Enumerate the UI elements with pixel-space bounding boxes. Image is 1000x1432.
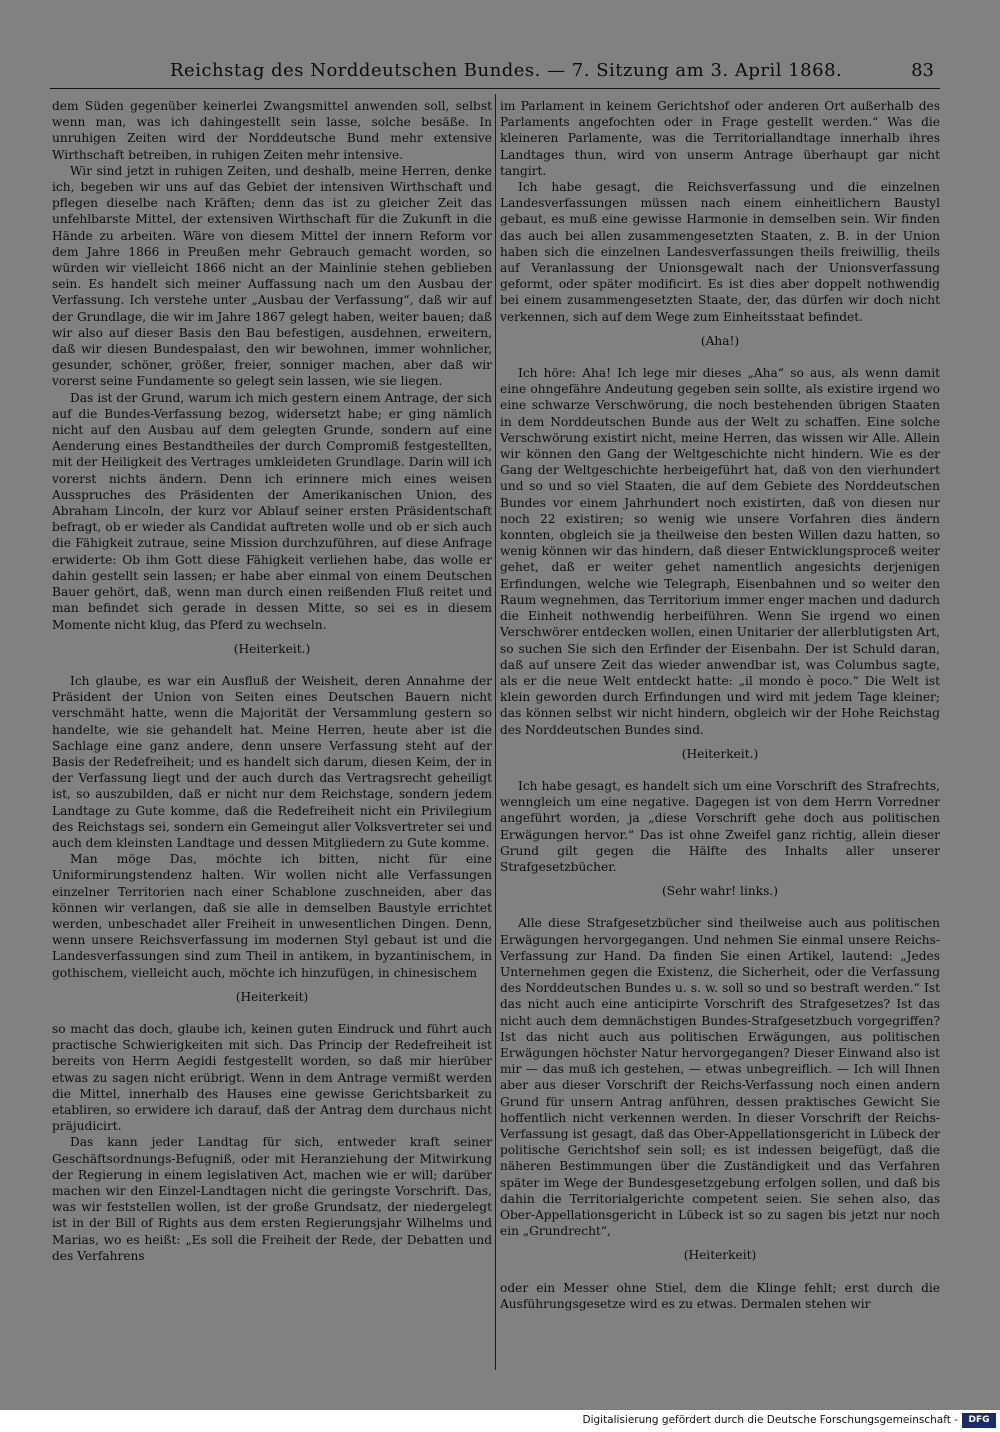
- interjection: (Sehr wahr! links.): [662, 884, 778, 899]
- paragraph: Alle diese Strafgesetzbücher sind theilweise auch aus politischen Erwägungen hervorgegangen. Und nehmen Sie einmal unsere Reichs-Verfassung zur Hand. Da finden Sie einen Artikel, lautend: „Jedes Unternehmen gegen die Existenz, die Sicherheit, oder die Verfassung des Norddeutschen Bundes u. s. w. soll so und so bestraft werden.“ Ist das nicht auch eine anticipirte Vorschrift des Strafgesetzes? Ist das nicht auch dem demnächstigen Bundes-Strafgesetzbuch vorgegriffen? Ist das nicht auch aus politischen Erwägungen, aus politischen Erwägungen höchster Natur hervorgegangen? Dieser Einwand also ist mir — das muß ich gestehen, — etwas unbegreiflich. — Ich will Ihnen aber aus dieser Vorschrift der Reichs-Verfassung noch einen andern Grund für unsern Antrag anführen, dessen praktisches Gewicht Sie hoffentlich nicht verkennen werden. In dieser Vorschrift der Reichs-Verfassung ist gesagt, daß das Ober-Appellationsgericht in Lübeck der politische Gerichtshof sein soll; es ist indessen beigefügt, daß die näheren Bestimmungen über die Zuständigkeit und das Verfahren später im Wege der Bundesgesetzgebung erfolgen sollen, und daß bis dahin die Territorialgerichte competent seien. Sie sehen also, das Ober-Appellationsgericht in Lübeck ist so zu sagen bis jetzt nur noch ein „Grundrecht“,: [500, 916, 940, 1239]
- paragraph: so macht das doch, glaube ich, keinen guten Eindruck und führt auch practische Schwierigkeiten mit sich. Das Princip der Redefreiheit ist bereits von Herrn Aegidi festgestellt worden, so daß mir hierüber etwas zu sagen nicht erübrigt. Wenn in dem Antrage vermißt werden die Mittel, innerhalb des Hauses eine gewisse Gerichtsbarkeit zu etabliren, so erwidere ich darauf, daß der Antrag dem durchaus nicht präjudicirt.: [52, 1021, 492, 1134]
- page-number: 83: [911, 60, 934, 81]
- paragraph: Ich habe gesagt, die Reichsverfassung und die einzelnen Landesverfassungen müssen nach einem einheitlichern Baustyl gebaut, es muß eine gewisse Harmonie in demselben sein. Wir finden das auch bei allen zusammengesetzten Staaten, z. B. in der Union haben sich die einzelnen Landesverfassungen theils freiwillig, theils auf Veranlassung der Unionsgewalt nach der Unionsverfassung geformt, oder später modificirt. Es ist dies aber doppelt nothwendig bei einem zusammengesetzten Staate, der, das dürfen wir doch nicht verkennen, sich auf dem Wege zum Einheitsstaat befindet.: [500, 180, 940, 324]
- paragraph: Wir sind jetzt in ruhigen Zeiten, und deshalb, meine Herren, denke ich, begeben wir uns auf das Gebiet der intensiven Wirthschaft und pflegen dieselbe nach Kräften; denn das ist zu gleicher Zeit das unfehlbarste Mittel, der extensiven Wirthschaft für die Zukunft in die Hände zu arbeiten. Wäre von diesem Mittel der innern Reform vor dem Jahre 1866 in Preußen mehr Gebrauch gemacht worden, so würden wir vielleicht 1866 nicht an der Mainlinie stehen geblieben sein. Es handelt sich meiner Auffassung nach um den Ausbau der Verfassung. Ich verstehe unter „Ausbau der Verfassung“, daß wir auf der Grundlage, die wir im Jahre 1867 gelegt haben, weiter bauen; daß wir also auf dieser Basis den Bau befestigen, ausdehnen, erweitern, daß wir diesen Bundespalast, den wir bewohnen, immer wohnlicher, gesunder, schöner, größer, freier, sonniger machen, aber daß wir vorerst seine Fundamente so gelegt sein lassen, wie sie liegen.: [52, 163, 492, 389]
- right-column: [500, 98, 940, 1370]
- paragraph: Ich höre: Aha! Ich lege mir dieses „Aha“ so aus, als wenn damit eine ohngefähre Andeutung gegeben sein sollte, als existire irgend wo eine schwarze Verschwörung, die noch bestehenden übrigen Staaten in dem Norddeutschen Bunde aus der Welt zu schaffen. Eine solche Verschwörung existirt nicht, meine Herren, das wissen wir Alle. Allein wir können den Gang der Weltgeschichte nicht hindern. Wie es der Gang der Weltgeschichte herbeigeführt hat, daß von den vierhundert und so und so viel Staaten, die auf dem Gebiete des Norddeutschen Bundes vor einem Jahrhundert noch existirten, daß von diesen nur noch 22 existiren; so wenig wie unsere Vorfahren dies ändern konnten, obgleich sie ja theilweise den besten Willen dazu hatten, so wenig können wir das hindern, daß dieser Entwicklungsproceß weiter gehet, daß er weiter gehet namentlich angesichts derjenigen Erfindungen, welche wie Telegraph, Eisenbahnen und so weiter den Raum wegnehmen, das Territorium immer enger machen und dadurch die Einheit nothwendig herbeiführen. Wenn Sie irgend wo einen Verschwörer entdecken wollen, einen Unitarier der allerblutigsten Art, so suchen Sie sich den Erfinder der Eisenbahn. Der ist Schuld daran, daß auf unsere Zeit das wieder anwendbar ist, was Columbus sagte, als er die neue Welt entdeckt hatte: „il mondo è poco.“ Die Welt ist klein geworden durch Erfindungen und wird mit jedem Tage kleiner; das können selbst wir nicht hindern, obgleich wir der Hohe Reichstag des Norddeutschen Bundes sind.: [500, 366, 940, 737]
- footer-bar: [0, 1410, 1000, 1432]
- paragraph: im Parlament in keinem Gerichtshof oder anderen Ort außerhalb des Parlaments angefochten oder in Frage gestellt werden.“ Was die kleineren Parlamente, was die Territoriallandtage innerhalb ihres Landtages thun, wird von unserm Antrage überhaupt gar nicht tangirt.: [500, 99, 940, 178]
- paragraph: Man möge Das, möchte ich bitten, nicht für eine Uniformirungstendenz halten. Wir wollen nicht alle Verfassungen einzelner Territorien nach einer Schablone zuschneiden, aber das können wir verlangen, daß sie alle in demselben Baustyle errichtet werden, unbeschadet aller Freiheit in unwesentlichen Dingen. Denn, wenn unsere Reichsverfassung im modernen Styl gebaut ist und die Landesverfassungen sind zum Theil in antikem, in byzantinischem, in gothischem, vielleicht auch, möchte ich hinzufügen, in chinesischem: [52, 852, 492, 980]
- paragraph: Das kann jeder Landtag für sich, entweder kraft seiner Geschäftsordnungs-Befugniß, oder mit Heranziehung der Mitwirkung der Regierung in einem legislativen Act, machen wie er will; darüber machen wir den Einzel-Landtagen nicht die geringste Vorschrift. Das, was wir feststellen wollen, ist der große Grundsatz, der niedergelegt ist in der Bill of Rights aus dem ersten Regierungsjahr Wilhelms und Marias, wo es heißt: „Es soll die Freiheit der Rede, der Debatten und des Verfahrens: [52, 1135, 492, 1263]
- running-title: Reichstag des Norddeutschen Bundes. — 7. Sitzung am 3. April 1868.: [170, 60, 843, 81]
- interjection: (Heiterkeit): [683, 1248, 757, 1263]
- column-divider: [495, 94, 496, 1370]
- paragraph: Ich habe gesagt, es handelt sich um eine Vorschrift des Strafrechts, wenngleich um eine negative. Dagegen ist von dem Herrn Vorredner angeführt worden, ja „diese Vorschrift gehe doch aus politischen Erwägungen hervor.“ Das ist ohne Zweifel ganz richtig, allein dieser Grund gilt gegen die Hälfte des Inhalts aller unserer Strafgesetzbücher.: [500, 778, 940, 874]
- paragraph: oder ein Messer ohne Stiel, dem die Klinge fehlt; erst durch die Ausführungsgesetze wird es zu etwas. Dermalen stehen wir: [500, 1280, 940, 1311]
- paragraph: dem Süden gegenüber keinerlei Zwangsmittel anwenden soll, selbst wenn man, was ich dahingestellt sein lasse, solche besäße. In unruhigen Zeiten wird der Norddeutsche Bund mehr extensive Wirthschaft betreiben, in ruhigen Zeiten mehr intensive.: [52, 99, 492, 162]
- paragraph: Das ist der Grund, warum ich mich gestern einem Antrage, der sich auf die Bundes-Verfassung bezog, widersetzt habe; er ging nämlich nicht auf den Ausbau auf dem gelegten Grunde, sondern auf eine Aenderung eines Bestandtheiles der durch Compromiß festgestellten, mit der Heiligkeit des Vertrages umkleideten Grundlage. Darin will ich vorerst nichts ändern. Denn ich erinnere mich eines weisen Ausspruches des Präsidenten der Amerikanischen Union, des Abraham Lincoln, der kurz vor Ablauf seiner ersten Präsidentschaft befragt, ob er wieder als Candidat auftreten wolle und ob er sich auch die Fähigkeit zutraue, seine Mission durchzuführen, auf diese Anfrage erwiderte: Ob ihm Gott diese Fähigkeit verliehen habe, das wolle er dahin gestellt sein lassen; er habe aber einmal von einem Deutschen Bauer gehört, daß, wenn man durch einen reißenden Fluß reitet und man befindet sich gerade in dessen Mitte, so sei es in diesem Momente nicht klug, das Pferd zu wechseln.: [52, 390, 492, 632]
- left-column: [52, 98, 492, 1370]
- paragraph: Ich glaube, es war ein Ausfluß der Weisheit, deren Annahme der Präsident der Union von Seiten eines Deutschen Bauern nicht verschmäht hatte, wenn die Majorität der Versammlung gestern so handelte, wie sie gehandelt hat. Meine Herren, heute aber ist die Sachlage eine ganz andere, denn unsere Verfassung steht auf der Basis der Redefreiheit; und es handelt sich darum, diesen Keim, der in der Verfassung liegt und der auch durch das Vertragsrecht geheiligt ist, so auszubilden, daß er nicht nur dem Reichstage, sondern jedem Landtage zu Gute komme, daß die Redefreiheit nicht ein Privilegium des Reichstags sei, sondern ein Gemeingut aller Volksvertreter sei und auch dem kleinsten Landtage und dessen Mitgliedern zu Gute komme.: [52, 673, 492, 850]
- interjection: (Heiterkeit.): [233, 641, 311, 656]
- interjection: (Aha!): [700, 333, 740, 348]
- interjection: (Heiterkeit): [235, 989, 309, 1004]
- page-header: [50, 58, 940, 89]
- dfg-logo-icon: DFG: [962, 1413, 996, 1428]
- funding-credit: Digitalisierung gefördert durch die Deutsche Forschungsgemeinschaft -: [582, 1414, 958, 1426]
- interjection: (Heiterkeit.): [681, 746, 759, 761]
